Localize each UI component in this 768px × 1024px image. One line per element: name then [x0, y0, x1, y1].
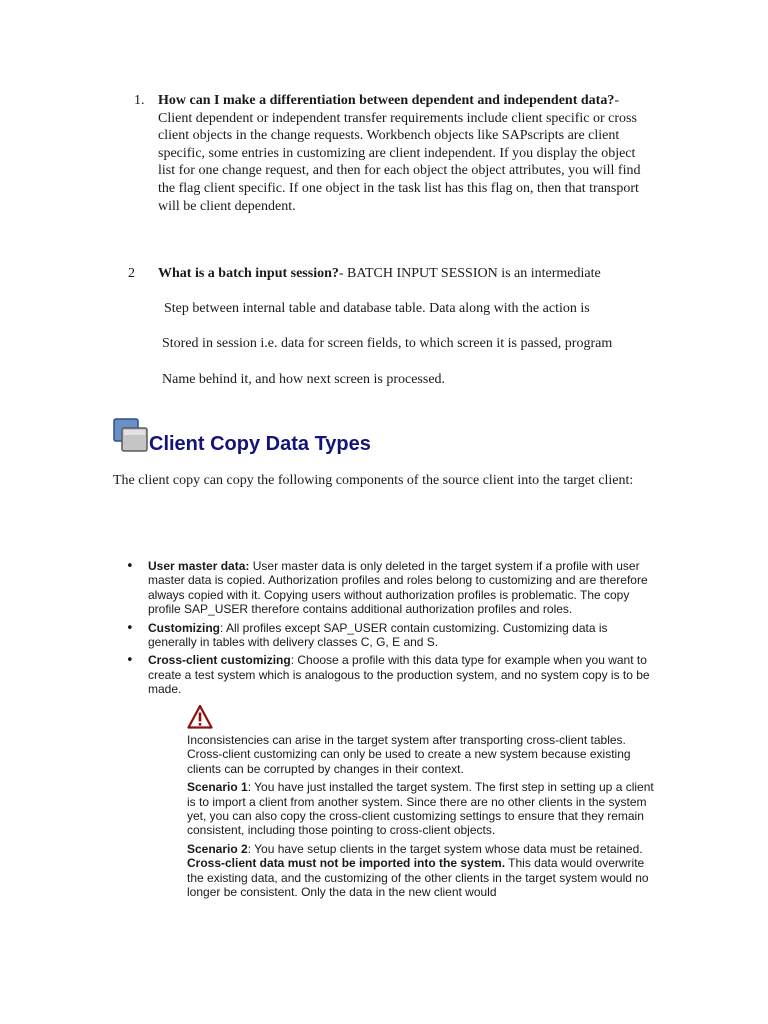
scenario-1-text: : You have just installed the target system. The first step in setting up a client is to import a client from another system. Since there are no other clients in the system yet, you can also copy the cross-client customizing settings to ensure that they remain consistent, including those pointing to cross-client objects.	[187, 780, 654, 838]
warning-text: Inconsistencies can arise in the target system after transporting cross-client tables. Cross-client customizing can only be used to create a new system because existing clients can be corrupted by changes in their context.	[187, 733, 631, 776]
question-2-line-4: Name behind it, and how next screen is processed.	[162, 372, 446, 387]
section-heading	[113, 418, 371, 454]
scenario-2	[187, 842, 657, 900]
question-1	[134, 92, 654, 215]
question-2-line-1	[158, 265, 601, 283]
list-item	[126, 621, 656, 650]
bullet-term: Customizing	[148, 620, 220, 635]
section-intro: The client copy can copy the following components of the source client into the target client:	[113, 473, 634, 488]
question-2-line-1-text: - BATCH INPUT SESSION is an intermediate	[338, 266, 601, 281]
section-title: Client Copy Data Types	[149, 433, 371, 455]
bullet-text: : Choose a profile with this data type for example when you want to create a test system which is analogous to the production system, and no system copy is to be made.	[148, 653, 650, 697]
scenario-2-emphasis: Cross-client data must not be imported into the system.	[187, 856, 506, 871]
scenario-2-tail: This data would overwrite the existing data, and the customizing of the other clients in the target system would no longer be consistent. Only the data in the new client would	[187, 856, 649, 900]
bullet-term: User master data:	[148, 559, 250, 573]
warning-triangle-icon	[187, 704, 213, 730]
question-1-answer: - Client dependent or independent transfer requirements include client specific or cross client objects in the change requests. Workbench objects like SAPscripts are client specific, some entries in customizing are client independent. If you display the object list for one change request, and then for each object the object attributes, you will find the flag client specific. If one object in the task list has this flag on, then that transport will be client dependent.	[158, 93, 641, 214]
bullet-text: User master data is only deleted in the target system if a profile with user master data is copied. Authorization profiles and roles belong to customizing and are therefore always copied with it. Copying users without authorization profiles is problematic. The copy profile SAP_USER therefore contains additional authorization profiles and roles.	[148, 559, 648, 617]
bullet-term: Cross-client customizing	[148, 653, 291, 668]
question-2-number: 2	[128, 266, 135, 281]
bullet-icon: •	[126, 620, 134, 636]
list-item	[126, 559, 656, 617]
bullet-icon: •	[126, 559, 134, 574]
warning-note	[187, 704, 657, 903]
question-2-title: What is a batch input session?	[158, 266, 339, 281]
data-type-list	[126, 559, 656, 701]
stacked-windows-icon	[113, 418, 149, 454]
question-2-line-3: Stored in session i.e. data for screen fields, to which screen it is passed, program	[162, 336, 613, 351]
scenario-1	[187, 780, 657, 838]
question-1-number: 1.	[134, 93, 145, 108]
scenario-2-label: Scenario 2	[187, 841, 248, 856]
question-1-title: How can I make a differentiation between dependent and independent data?	[158, 93, 615, 108]
list-item	[126, 653, 656, 696]
scenario-1-label: Scenario 1	[187, 780, 248, 795]
question-1-body	[158, 92, 654, 215]
bullet-icon: •	[126, 653, 134, 669]
scenario-2-text: : You have setup clients in the target system whose data must be retained.	[247, 841, 643, 856]
question-2-line-2: Step between internal table and database table. Data along with the action is	[164, 301, 590, 316]
bullet-text: : All profiles except SAP_USER contain customizing. Customizing data is generally in tables with delivery classes C, G, E and S.	[148, 620, 608, 650]
